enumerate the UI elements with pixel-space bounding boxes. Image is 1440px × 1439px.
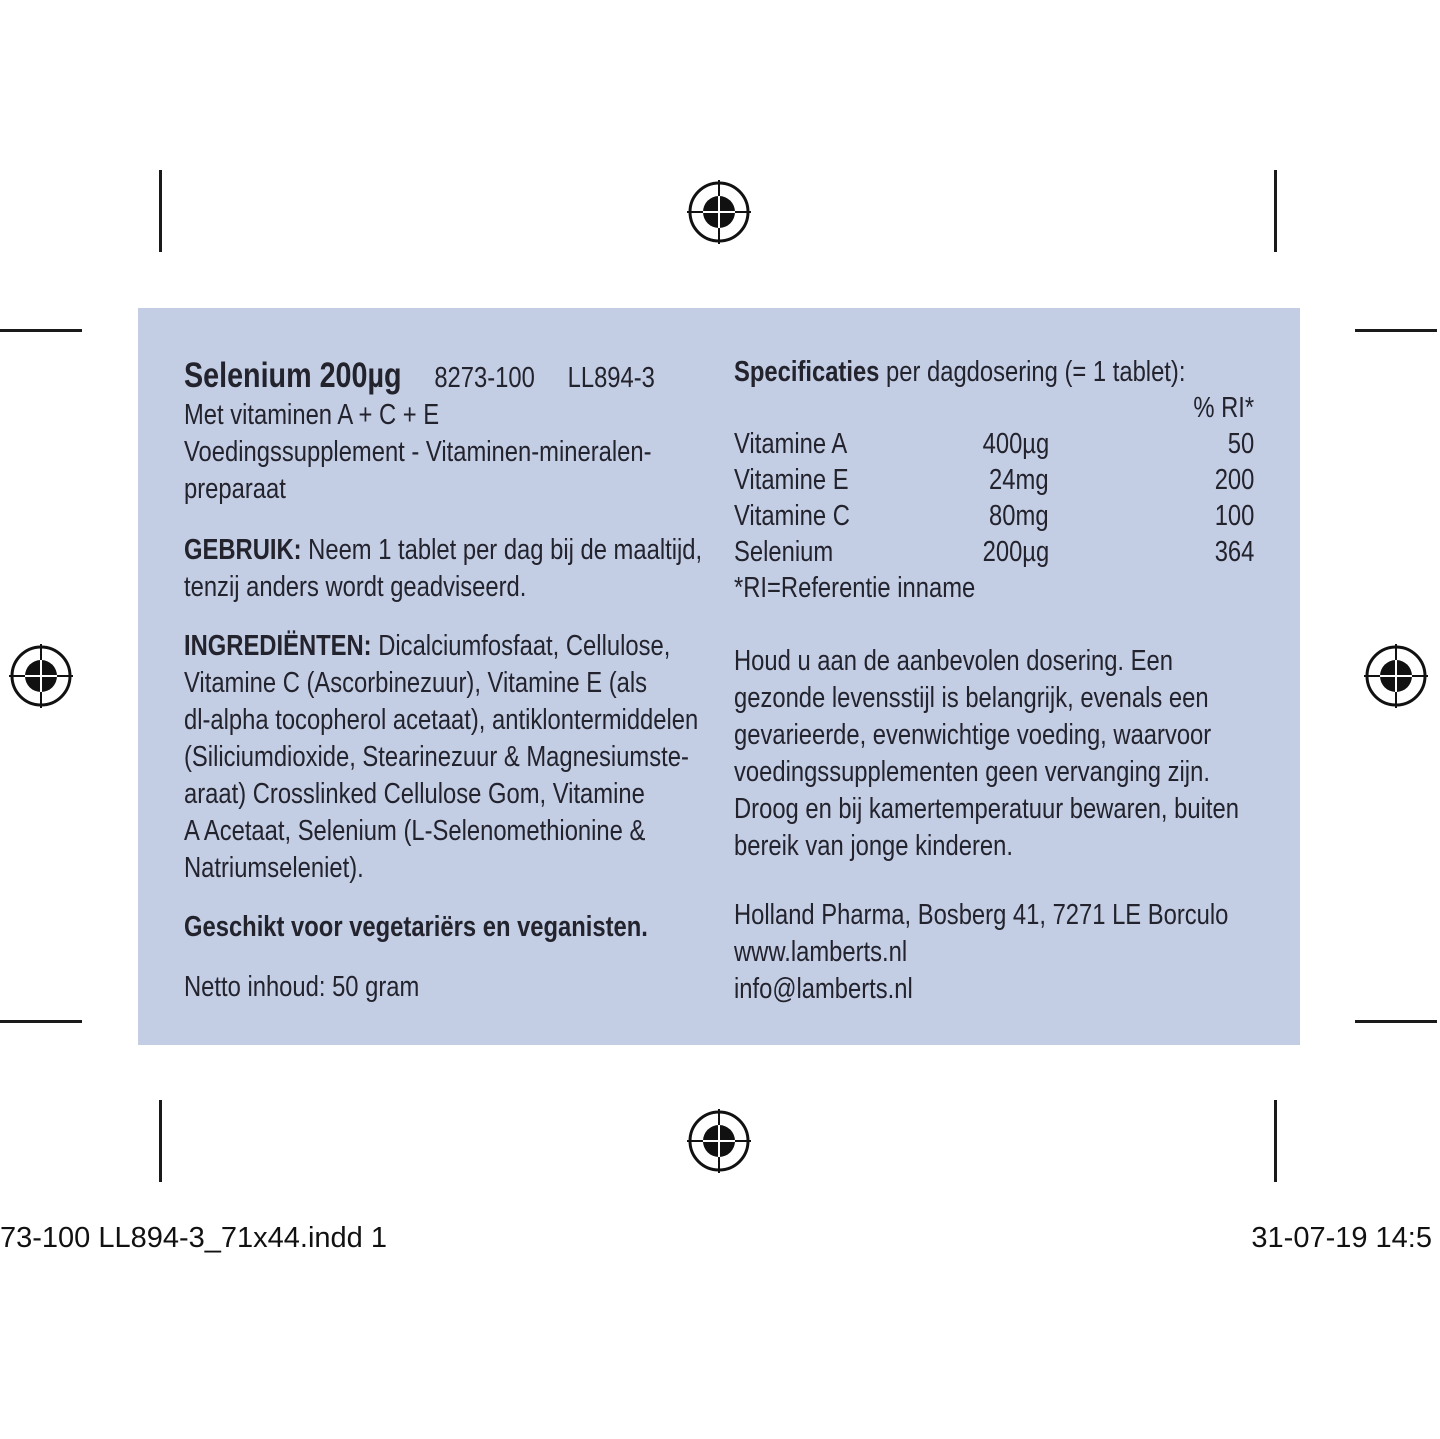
specs-heading [734,354,1285,391]
nutrient-amount: 200µg [982,536,1049,568]
advice-text: gevarieerde, evenwichtige voeding, waarvoor [734,719,1212,751]
crop-mark-top-right [1274,170,1277,252]
advice-text: Droog en bij kamertemperatuur bewaren, buiten [734,793,1239,825]
nutrient-name: Selenium [734,536,834,568]
product-code: 8273-100 [434,362,535,394]
net-content-section [184,969,471,1006]
nutrient-ri: 50 [1227,428,1254,460]
table-row [734,534,1254,570]
nutrient-amount: 400µg [982,428,1049,460]
product-label [138,308,1300,1045]
crop-mark-right-top [1355,329,1437,332]
advice-section [734,643,1350,865]
advice-text: Houd u aan de aanbevolen dosering. Een [734,645,1173,677]
slug-filename: 73-100 LL894-3_71x44.indd 1 [0,1222,387,1254]
ingredients-label: INGREDIËNTEN: [184,630,372,662]
nutrient-ri: 364 [1214,536,1254,568]
table-header-row [734,390,1254,426]
ingredients-text: Dicalciumfosfaat, Cellulose, [371,630,671,662]
table-row [734,426,1254,462]
nutrient-amount: 80mg [989,500,1049,532]
advice-text: voedingssupplementen geen vervanging zijn. [734,756,1210,788]
usage-text: tenzij anders wordt geadviseerd. [184,571,527,603]
specs-label: Specificaties [734,356,880,388]
suitability-section [184,909,750,946]
registration-mark-top-icon [687,180,751,244]
product-title: Selenium 200µg [184,356,402,395]
table-row [734,498,1254,534]
lot-code: LL894-3 [567,362,655,394]
advice-text: gezonde levensstijl is belangrijk, evenals een [734,682,1209,714]
nutrient-name: Vitamine E [734,464,849,496]
specs-heading-text: per dagdosering (= 1 tablet): [879,356,1186,388]
nutrient-name: Vitamine A [734,428,848,460]
ingredients-text: dl-alpha tocopherol acetaat), antiklontermiddelen [184,704,699,736]
ingredients-text: Vitamine C (Ascorbinezuur), Vitamine E (als [184,667,648,699]
ingredients-text: araat) Crosslinked Cellulose Gom, Vitamine [184,778,645,810]
registration-mark-left-icon [9,644,73,708]
ingredients-text: A Acetaat, Selenium (L-Selenomethionine & [184,815,646,847]
product-type-line: preparaat [184,473,286,505]
contact-section [734,897,1337,1008]
net-content-text: Netto inhoud: 50 gram [184,971,420,1003]
usage-text: Neem 1 tablet per dag bij de maaltijd, [301,534,703,566]
product-subtitle: Met vitaminen A + C + E [184,399,440,431]
title-row [184,356,655,398]
product-type-line: Voedingssupplement - Vitaminen-mineralen- [184,436,652,468]
crop-mark-right-bottom [1355,1020,1437,1023]
ri-footnote: *RI=Referentie inname [734,572,976,604]
ingredients-section [184,628,811,887]
registration-mark-right-icon [1364,644,1428,708]
usage-section [184,532,816,606]
registration-mark-bottom-icon [687,1109,751,1173]
nutrient-name: Vitamine C [734,500,850,532]
slug-datetime: 31-07-19 14:5 [1251,1222,1432,1254]
suitability-text: Geschikt voor vegetariërs en veganisten. [184,911,648,943]
crop-mark-bottom-left [159,1100,162,1182]
crop-mark-left-top [0,329,82,332]
product-description [184,397,754,508]
nutrient-ri: 200 [1214,464,1254,496]
crop-mark-top-left [159,170,162,252]
website-link: www.lamberts.nl [734,936,908,968]
nutrient-amount: 24mg [989,464,1049,496]
company-address: Holland Pharma, Bosberg 41, 7271 LE Borculo [734,899,1229,931]
email-link: info@lamberts.nl [734,973,913,1005]
advice-text: bereik van jonge kinderen. [734,830,1013,862]
usage-label: GEBRUIK: [184,534,302,566]
ingredients-text: Natriumseleniet). [184,852,364,884]
table-footnote [734,570,1254,606]
ri-column-header: % RI* [1193,392,1254,424]
crop-mark-left-bottom [0,1020,82,1023]
nutrient-ri: 100 [1214,500,1254,532]
table-row [734,462,1254,498]
crop-mark-bottom-right [1274,1100,1277,1182]
ingredients-text: (Siliciumdioxide, Stearinezuur & Magnesiumste- [184,741,689,773]
nutrition-table [734,390,1254,606]
